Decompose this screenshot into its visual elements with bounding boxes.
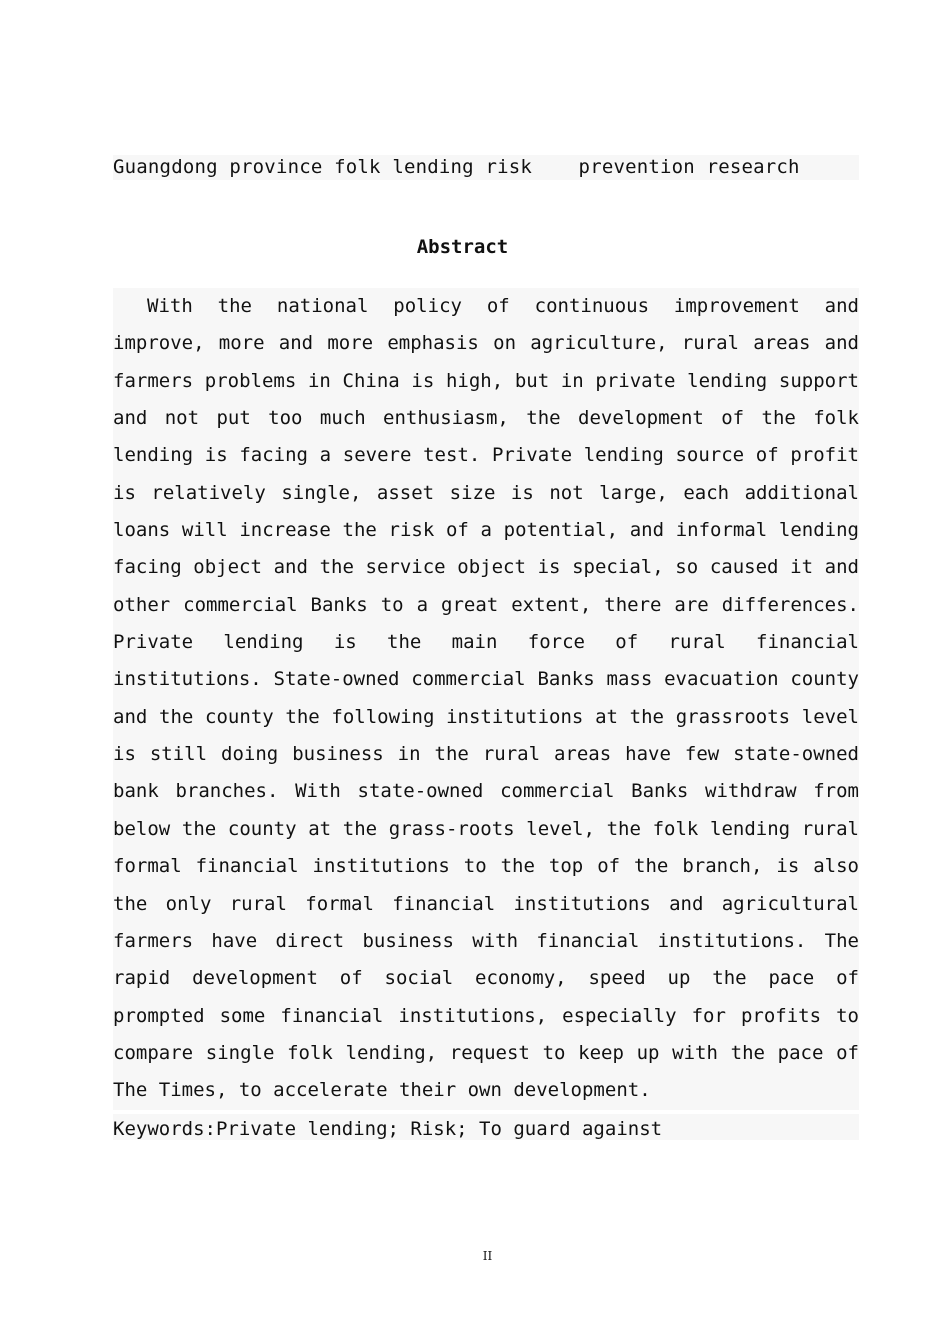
abstract-body: With the national policy of continuous improvement and improve, more and more emphasis on agriculture, rural areas and farmers problems in China is high, but in private lending support and not put too much enthusiasm, the development of the folk lending is facing a severe test. Private lending source of profit is relatively single, asset size is not large, each additional loans will increase the risk of a potential, and informal lending facing object and the service object is special, so caused it and other commercial Banks to a great extent, there are differences. Private lending is the main force of rural financial institutions. State-owned commercial Banks mass evacuation county and the county the following institutions at the grassroots level is still doing business in the rural areas have few state-owned bank branches. With state-owned commercial Banks withdraw from below the county at the grass-roots level, the folk lending rural formal financial institutions to the top of the branch, is also the only rural formal financial institutions and agricultural farmers have direct business with financial institutions. The rapid development of social economy, speed up the pace of prompted some financial institutions, especially for profits to compare single folk lending, request to keep up with the pace of The Times, to accelerate their own development. [113,288,859,1110]
page-number: II [482,1249,493,1263]
document-title: Guangdong province folk lending risk prevention research [113,155,859,180]
keywords-line: Keywords:Private lending; Risk; To guard against [113,1114,859,1140]
abstract-heading: Abstract [416,236,509,258]
